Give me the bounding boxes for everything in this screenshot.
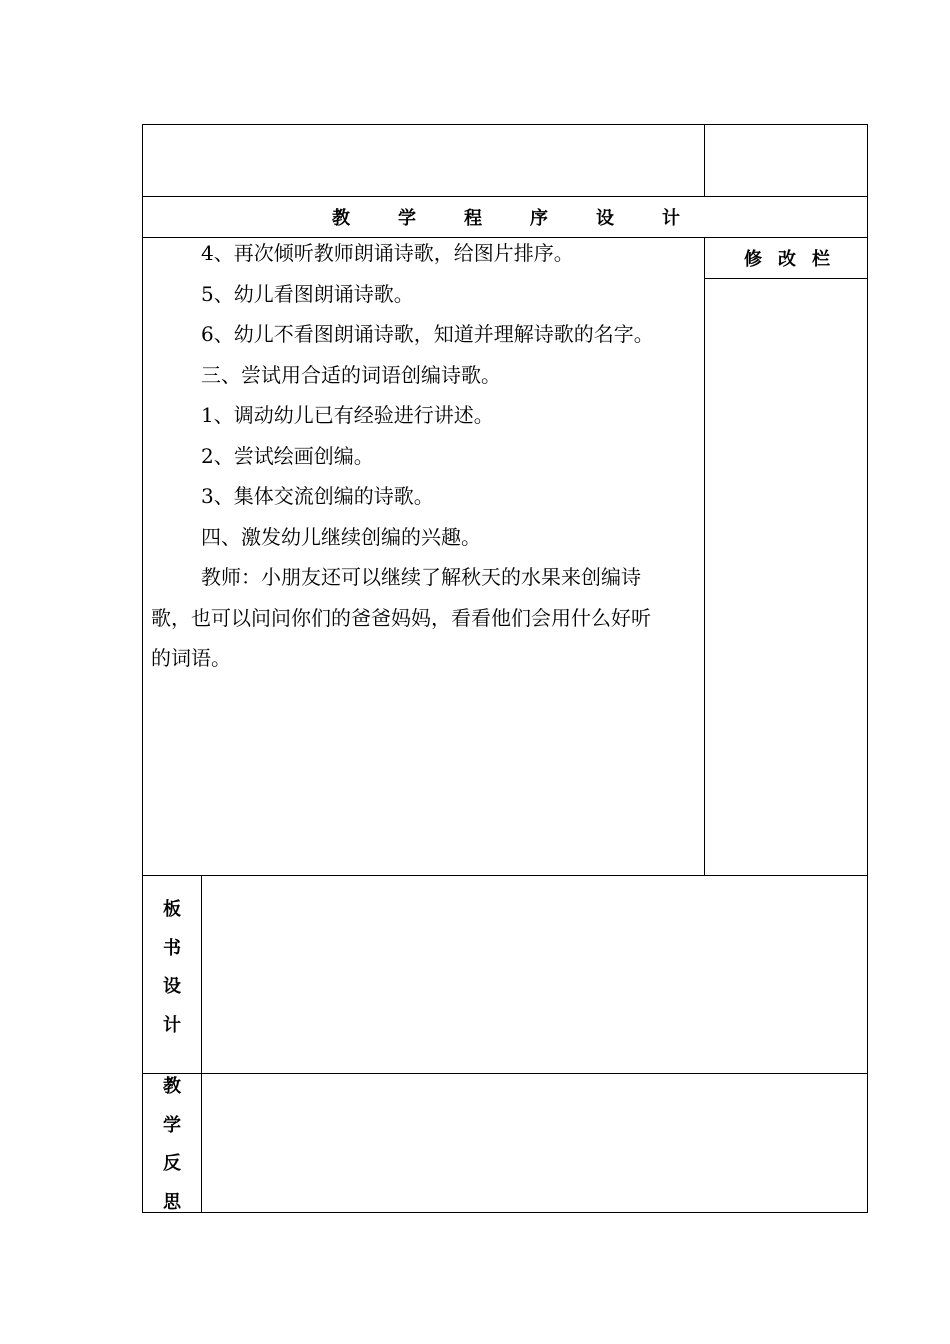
board-design-label [143,891,201,1045]
title-char: 设 [596,208,614,229]
table-rule [704,237,705,875]
content-paragraph: 6、幼儿不看图朗诵诗歌，知道并理解诗歌的名字。 [201,322,654,346]
content-paragraph: 三、尝试用合适的词语创编诗歌。 [201,362,501,387]
revision-column-label [705,238,869,278]
content-paragraph: 1、调动幼儿已有经验进行讲述。 [201,403,494,427]
label-char: 板 [163,899,181,920]
label-char: 修 [744,249,762,270]
label-char: 思 [163,1191,181,1213]
content-paragraph: 的词语。 [151,646,231,670]
content-paragraph: 歌，也可以问问你们的爸爸妈妈，看看他们会用什么好听 [151,605,651,630]
table-rule [704,125,705,196]
label-char: 教 [163,1076,181,1097]
label-char: 计 [163,1014,181,1036]
label-char: 栏 [812,249,830,270]
content-paragraph: 3、集体交流创编的诗歌。 [201,484,434,508]
title-char: 学 [398,208,416,229]
content-paragraph: 4、再次倾听教师朗诵诗歌，给图片排序。 [201,241,574,265]
title-char: 教 [332,208,350,229]
content-paragraph: 5、幼儿看图朗诵诗歌。 [201,281,414,306]
title-char: 计 [662,208,680,229]
label-char: 设 [163,976,181,997]
program-content [151,233,699,679]
table-rule [705,278,867,279]
label-char: 改 [778,249,796,270]
table-rule [143,875,867,876]
label-char: 反 [163,1153,181,1174]
title-char: 序 [530,208,548,229]
content-paragraph: 2、尝试绘画创编。 [201,443,374,468]
table-rule [201,875,202,1212]
title-char: 程 [464,208,482,229]
teaching-reflection-label [143,1068,201,1222]
lesson-plan-table [142,124,868,1213]
label-char: 学 [163,1114,181,1136]
program-design-title [143,197,869,237]
label-char: 书 [163,937,181,959]
content-paragraph: 四、激发幼儿继续创编的兴趣。 [201,524,481,549]
table-rule [143,1073,867,1074]
content-paragraph: 教师：小朋友还可以继续了解秋天的水果来创编诗 [201,565,641,589]
